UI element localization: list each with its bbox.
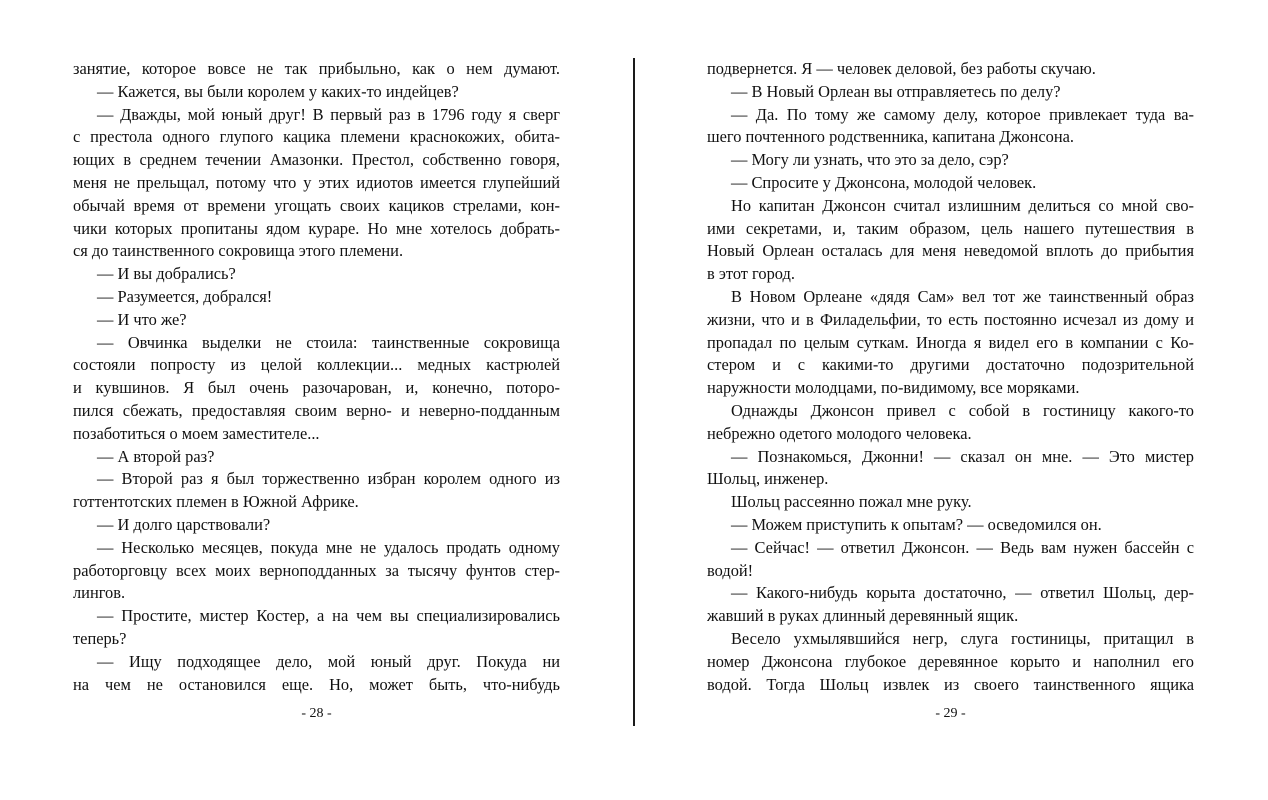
text-line: — Какого-нибудь корыта достаточно, — ответил Шольц, дер- (731, 583, 1194, 603)
text-line: небрежно одетого молодого человека. (707, 423, 972, 443)
text-line: Однажды Джонсон привел с собой в гостиницу какого-то (731, 400, 1194, 420)
text-line: позаботиться о моем заместителе... (73, 423, 320, 443)
text-line: готтентотских племен в Южной Африке. (73, 492, 359, 512)
text-line: — Несколько месяцев, покуда мне не удалось продать одному (97, 537, 560, 557)
text-line: шего почтенного родственника, капитана Джонсона. (707, 127, 1074, 147)
text-line: — Можем приступить к опытам? — осведомился он. (731, 514, 1102, 534)
text-line: — Познакомься, Джонни! — сказал он мне. — Это мистер (731, 446, 1194, 466)
text-line: — Да. По тому же самому делу, которое привлекает туда ва- (731, 104, 1194, 124)
text-line: — Овчинка выделки не стоила: таинственные сокровища (97, 332, 560, 352)
text-line: — Второй раз я был торжественно избран королем одного из (97, 469, 560, 489)
text-line: Шольц, инженер. (707, 469, 829, 489)
text-line: обычай время от времени угощать своих кациков стрелами, кон- (73, 195, 560, 215)
text-line: — Ищу подходящее дело, мой юный друг. Покуда ни (97, 651, 560, 671)
text-line: ими секретами, и, таким образом, цель нашего путешествия в (707, 218, 1194, 238)
text-line: — А второй раз? (97, 446, 215, 466)
book-spine-divider (633, 58, 635, 726)
text-line: и кувшинов. Я был очень разочарован, и, конечно, поторо- (73, 378, 560, 398)
text-line: лингов. (73, 583, 126, 603)
text-line: — И вы добрались? (97, 264, 236, 284)
text-line: — Кажется, вы были королем у каких-то индейцев? (97, 81, 459, 101)
text-line: водой! (707, 560, 754, 580)
text-line: В Новом Орлеане «дядя Сам» вел тот же таинственный образ (731, 286, 1194, 306)
text-line: — Сейчас! — ответил Джонсон. — Ведь вам нужен бассейн с (731, 537, 1194, 557)
text-line: — Простите, мистер Костер, а на чем вы специализировались (97, 606, 560, 626)
text-line: стером и с какими-то другими достаточно подозрительной (707, 355, 1194, 375)
text-line: — Дважды, мой юный друг! В первый раз в 1796 году я сверг (97, 104, 560, 124)
text-line: подвернется. Я — человек деловой, без работы скучаю. (707, 59, 1096, 78)
text-line: — Могу ли узнать, что это за дело, сэр? (731, 150, 1009, 170)
text-line: Шольц рассеянно пожал мне руку. (731, 492, 972, 512)
text-line: занятие, которое вовсе не так прибыльно, как о нем думают. (73, 59, 560, 78)
text-line: с престола одного глупого кацика племени краснокожих, обита- (73, 127, 560, 147)
text-line: наружности молодцами, по-видимому, все моряками. (707, 378, 1080, 398)
text-line: Весело ухмылявшийся негр, слуга гостиницы, притащил в (731, 628, 1194, 648)
text-line: пился сбежать, предоставляя своим верно- и неверно-подданным (73, 400, 560, 420)
text-line: ся до таинственного сокровища этого племени. (73, 241, 404, 261)
text-line: пропадал по целым суткам. Иногда я видел его в компании с Ко- (707, 332, 1194, 352)
text-line: чики которых пропитаны ядом кураре. Но мне хотелось добрать- (73, 218, 560, 238)
text-line: — В Новый Орлеан вы отправляетесь по делу? (731, 81, 1061, 101)
page-number-right: - 29 - (935, 706, 966, 721)
text-line: водой. Тогда Шольц извлек из своего таинственного ящика (707, 674, 1194, 694)
text-line: на чем не остановился еще. Но, может быть, что-нибудь (73, 674, 560, 694)
text-line: номер Джонсона глубокое деревянное корыто и наполнил его (707, 651, 1194, 671)
right-page (707, 58, 1194, 696)
left-page (73, 58, 560, 696)
text-line: — И что же? (97, 309, 187, 329)
text-line: Но капитан Джонсон считал излишним делиться со мной сво- (731, 195, 1194, 215)
text-line: работорговцу всех моих верноподданных за тысячу фунтов стер- (73, 560, 560, 580)
page-number-left: - 28 - (301, 706, 332, 721)
text-line: меня не прельщал, потому что у этих идиотов имеется глупейший (73, 172, 560, 192)
text-line: — И долго царствовали? (97, 514, 271, 534)
text-line: состояли попросту из целой коллекции... медных кастрюлей (73, 355, 560, 375)
text-line: — Разумеется, добрался! (97, 286, 273, 306)
text-line: жизни, что и в Филадельфии, то есть постоянно исчезал из дому и (707, 309, 1194, 329)
text-line: — Спросите у Джонсона, молодой человек. (731, 172, 1037, 192)
text-line: Новый Орлеан осталась для меня неведомой вплоть до прибытия (707, 241, 1194, 261)
text-line: в этот город. (707, 264, 795, 284)
text-line: жавший в руках длинный деревянный ящик. (707, 606, 1019, 626)
text-line: теперь? (73, 628, 127, 648)
text-line: ющих в среднем течении Амазонки. Престол, собственно говоря, (73, 150, 560, 170)
